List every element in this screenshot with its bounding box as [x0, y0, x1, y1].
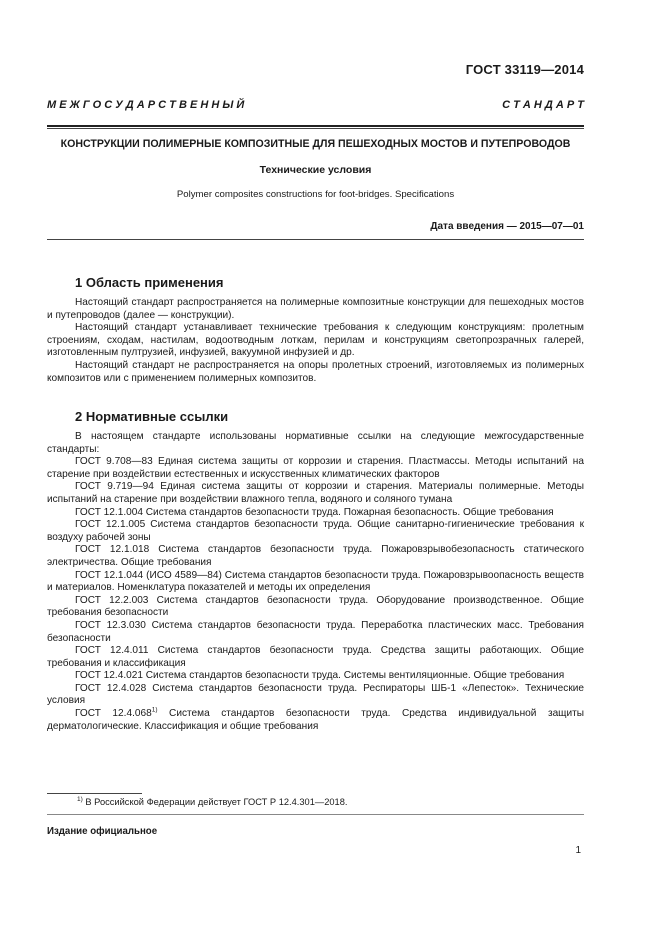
banner-right: С Т А Н Д А Р Т — [502, 99, 584, 111]
english-title: Polymer composites constructions for foot-bridges. Specifications — [176, 189, 455, 200]
footnote-rule — [47, 793, 142, 794]
footnote-mark: 1) — [77, 795, 83, 803]
reference-item: ГОСТ 12.4.021 Система стандартов безопасности труда. Системы вентиляционные. Общие требования — [75, 670, 565, 682]
document-title: КОНСТРУКЦИИ ПОЛИМЕРНЫЕ КОМПОЗИТНЫЕ ДЛЯ ПЕШЕХОДНЫХ МОСТОВ И ПУТЕПРОВОДОВ — [60, 138, 571, 150]
reference-item: ГОСТ 12.1.018 Система стандартов безопасности труда. Пожаровзрывобезопасность статического электричества. Общие требования — [47, 544, 584, 568]
page-number: 1 — [575, 845, 581, 856]
reference-item: ГОСТ 12.2.003 Система стандартов безопасности труда. Оборудование производственное. Общие требования безопасности — [47, 594, 584, 619]
introduction-date: Дата введения — 2015—07—01 — [430, 221, 584, 232]
reference-item: ГОСТ 12.1.005 Система стандартов безопасности труда. Общие санитарно-гигиенические требования к воздуху рабочей зоны — [47, 519, 584, 543]
section-scope — [47, 275, 584, 385]
reference-item-footnoted — [47, 708, 584, 733]
reference-item: ГОСТ 12.1.004 Система стандартов безопасности труда. Пожарная безопасность. Общие требования — [75, 506, 554, 518]
date-rule — [47, 239, 584, 240]
footnote — [77, 797, 347, 807]
official-edition-label: Издание официальное — [47, 826, 158, 837]
section-heading: 1 Область применения — [75, 275, 224, 290]
edition-rule — [47, 814, 584, 815]
reference-item: ГОСТ 9.719—94 Единая система защиты от коррозии и старения. Материалы полимерные. Методы испытаний на старение при воздействии влажного тепла, водяного и соляного тумана — [47, 481, 584, 505]
reference-item: ГОСТ 12.1.044 (ИСО 4589—84) Система стандартов безопасности труда. Пожаровзрывоопасность веществ и материалов. Номенклатура показателей и методы их определения — [47, 569, 584, 594]
footnote-text: В Российской Федерации действует ГОСТ Р 12.4.301—2018. — [85, 797, 348, 807]
reference-item: ГОСТ 12.4.011 Система стандартов безопасности труда. Средства защиты работающих. Общие требования и классификация — [47, 645, 584, 669]
standard-code: ГОСТ 33119—2014 — [465, 62, 584, 77]
reference-item: ГОСТ 12.3.030 Система стандартов безопасности труда. Переработка пластических масс. Требования безопасности — [47, 619, 584, 644]
reference-item: ГОСТ 12.4.028 Система стандартов безопасности труда. Респираторы ШБ-1 «Лепесток». Технические условия — [47, 682, 584, 707]
banner-left: М Е Ж Г О С У Д А Р С Т В Е Н Н Ы Й — [47, 99, 245, 111]
header-rule-thick — [47, 125, 584, 127]
section-heading: 2 Нормативные ссылки — [75, 409, 229, 424]
reference-item: ГОСТ 9.708—83 Единая система защиты от коррозии и старения. Пластмассы. Методы испытаний на старение при воздействии естественных и искусственных климатических факторов — [47, 456, 584, 480]
reference-code: ГОСТ 12.4.068 — [75, 708, 152, 720]
footnote-marker[interactable]: 1) — [151, 706, 158, 714]
interstate-standard-banner — [47, 99, 584, 111]
document-subtitle: Технические условия — [259, 164, 372, 176]
paragraph: В настоящем стандарте использованы нормативные ссылки на следующие межгосударственные стандарты: — [47, 431, 584, 455]
section-normative-references — [47, 409, 584, 733]
paragraph: Настоящий стандарт не распространяется на опоры пролетных строений, изготовляемых из полимерных композитов или с применением полимерных композитов. — [47, 359, 584, 384]
reference-text: Система стандартов безопасности труда. Средства индивидуальной защиты дерматологические. Классификация и общие требования — [47, 708, 584, 732]
paragraph: Настоящий стандарт распространяется на полимерные композитные конструкции для пешеходных мостов и путепроводов (далее — конструкции). — [47, 297, 584, 321]
header-rule-thin — [47, 128, 584, 129]
paragraph: Настоящий стандарт устанавливает технические требования к следующим конструкциям: пролетным строениям, сходам, настилам, водоотводным лоткам, перилам и конструкциям светопрозрачных галерей, изготовленным пултрузией, инфузией, вакуумной инфузией и др. — [47, 322, 584, 359]
